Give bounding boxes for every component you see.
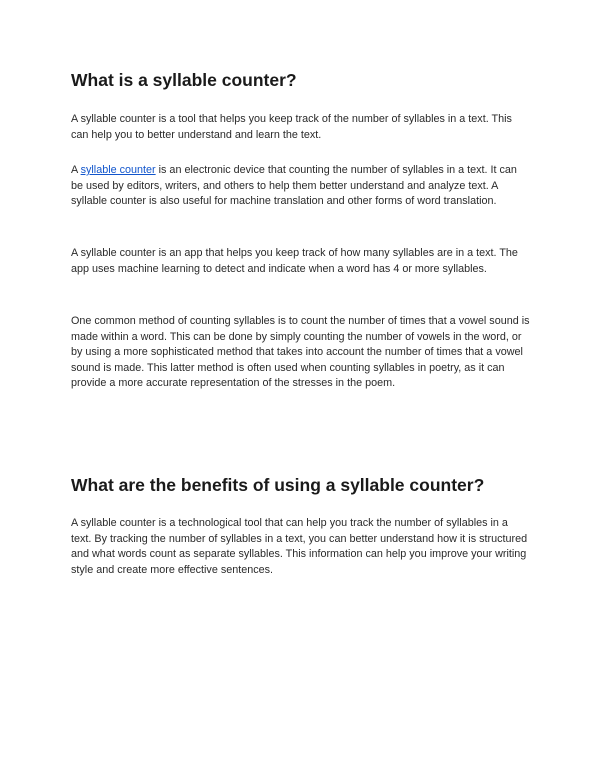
- section-heading-what-is: What is a syllable counter?: [71, 70, 297, 90]
- paragraph-method: One common method of counting syllables is to count the number of times that a vowel sound is made within a word. This can be done by simply counting the number of vowels in the word, or by using a more sophisticated method that takes into account the number of times that a vowel sound is made. This latter method is often used when counting syllables in poetry, as it can provide a more accurate representation of the stresses in the poem.: [71, 315, 530, 390]
- section-heading-benefits: What are the benefits of using a syllable counter?: [71, 475, 485, 495]
- paragraph-intro: A syllable counter is a tool that helps you keep track of the number of syllables in a text. This can help you to better understand and learn the text.: [71, 113, 512, 141]
- paragraph-app: A syllable counter is an app that helps you keep track of how many syllables are in a text. The app uses machine learning to detect and indicate when a word has 4 or more syllables.: [71, 247, 518, 275]
- paragraph-prefix: A: [71, 164, 81, 176]
- paragraph-benefits: A syllable counter is a technological tool that can help you track the number of syllables in a text. By tracking the number of syllables in a text, you can better understand how it is structured and what words count as separate syllables. This information can help you improve your writing style and create more effective sentences.: [71, 517, 528, 576]
- paragraph-definition: [71, 163, 529, 210]
- syllable-counter-link[interactable]: syllable counter: [80, 164, 156, 176]
- paragraph-suffix: is an electronic device that counting the number of syllables in a text. It can be used by editors, writers, and others to help them better understand and analyze text. A syllable counter is also useful for machine translation and other forms of word translation.: [71, 164, 517, 208]
